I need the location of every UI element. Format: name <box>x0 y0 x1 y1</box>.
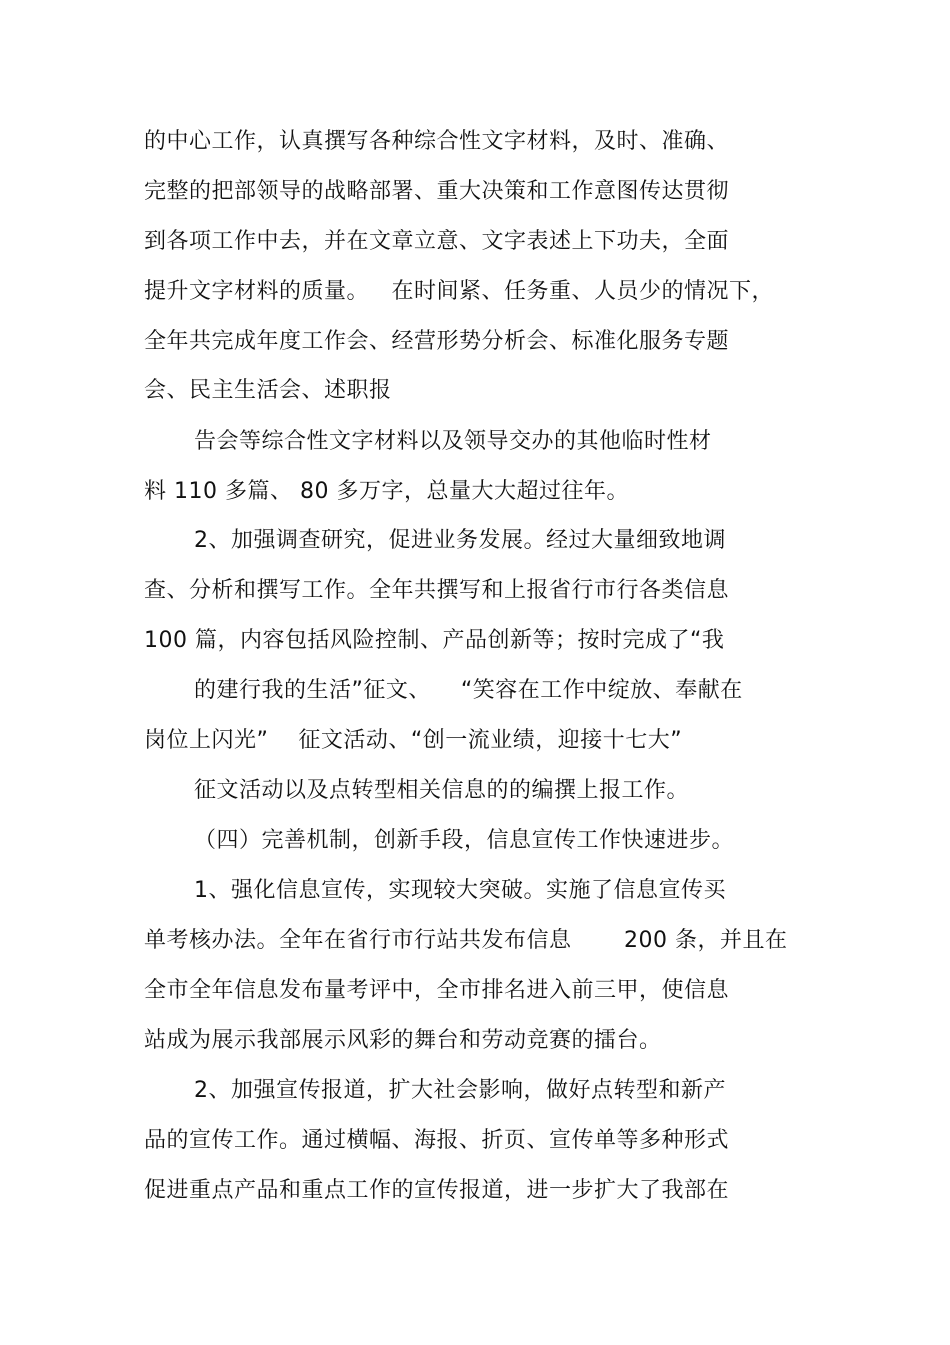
text-line: 的中心工作，认真撰写各种综合性文字材料，及时、准确、 <box>144 129 730 154</box>
text-line: 1、强化信息宣传，实现较大突破。实施了信息宣传买 <box>194 878 726 903</box>
text-line: 站成为展示我部展示风彩的舞台和劳动竞赛的擂台。 <box>144 1028 662 1053</box>
text-line: 品的宣传工作。通过横幅、海报、折页、宣传单等多种形式 <box>144 1128 730 1153</box>
text-line: 岗位上闪光” 征文活动、“创一流业绩，迎接十七大” <box>144 728 683 753</box>
text-line: 提升文字材料的质量。 在时间紧、任务重、人员少的情况下， <box>144 279 774 304</box>
text-line: 2、加强调查研究，促进业务发展。经过大量细致地调 <box>194 528 726 553</box>
text-line: （四）完善机制，创新手段，信息宣传工作快速进步。 <box>194 828 735 853</box>
text-line: 查、分析和撰写工作。全年共撰写和上报省行市行各类信息 <box>144 578 730 603</box>
text-line: 完整的把部领导的战略部署、重大决策和工作意图传达贯彻 <box>144 179 730 204</box>
text-line: 征文活动以及点转型相关信息的的编撰上报工作。 <box>194 778 690 803</box>
text-line: 会、民主生活会、述职报 <box>144 378 392 403</box>
text-line: 的建行我的生活”征文、 “笑容在工作中绽放、奉献在 <box>194 678 743 703</box>
text-line: 到各项工作中去，并在文章立意、文字表述上下功夫，全面 <box>144 229 730 254</box>
text-line: 单考核办法。全年在省行市行站共发布信息 200 条，并且在 <box>144 928 788 953</box>
text-line: 全年共完成年度工作会、经营形势分析会、标准化服务专题 <box>144 329 730 354</box>
text-line: 料 110 多篇、 80 多万字，总量大大超过往年。 <box>144 479 629 504</box>
text-line: 促进重点产品和重点工作的宣传报道，进一步扩大了我部在 <box>144 1178 730 1203</box>
text-line: 100 篇，内容包括风险控制、产品创新等；按时完成了“我 <box>144 628 725 653</box>
text-line: 告会等综合性文字材料以及领导交办的其他临时性材 <box>194 429 712 454</box>
text-line: 全市全年信息发布量考评中，全市排名进入前三甲，使信息 <box>144 978 730 1003</box>
text-line: 2、加强宣传报道，扩大社会影响，做好点转型和新产 <box>194 1078 726 1103</box>
